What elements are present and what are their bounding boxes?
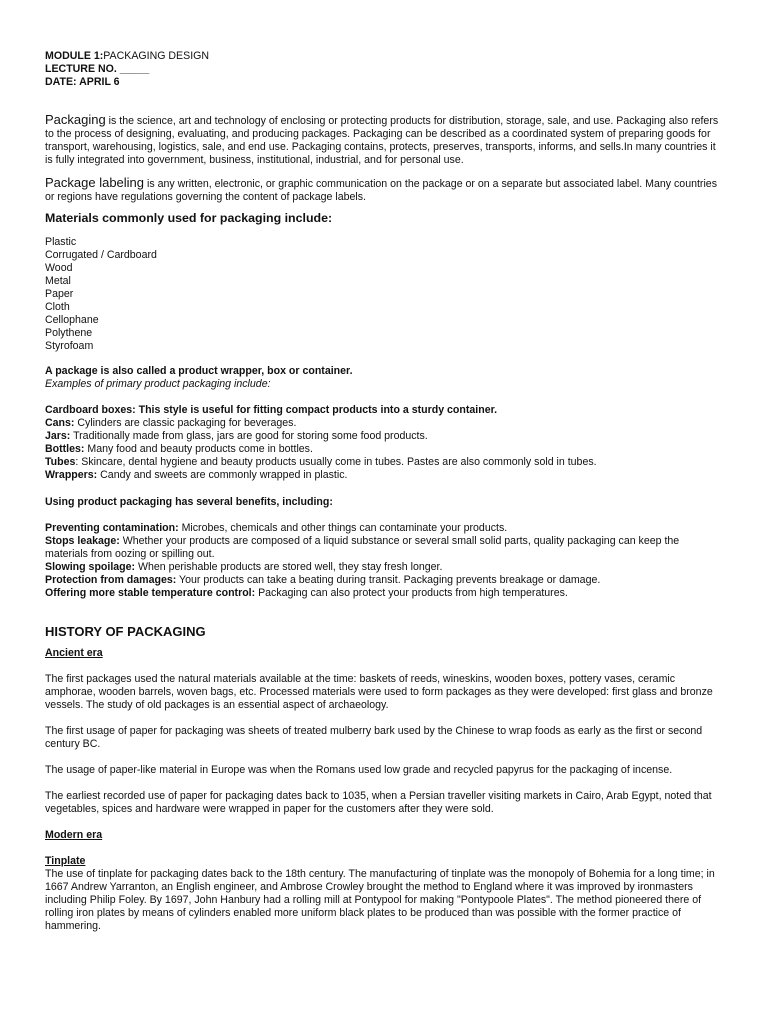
ancient-paragraph: The first usage of paper for packaging was sheets of treated mulberry bark used by the Chinese to wrap foods as early as the first or second century BC. (45, 725, 703, 750)
list-item: Tubes: Skincare, dental hygiene and beauty products usually come in tubes. Pastes are also commonly sold in tubes. (45, 456, 597, 468)
materials-heading: Materials commonly used for packaging include: (45, 211, 333, 225)
lecture-line: LECTURE NO. _____ (45, 63, 150, 75)
list-item: Slowing spoilage: When perishable products are stored well, they stay fresh longer. (45, 561, 443, 573)
primary-subheading: Examples of primary product packaging include: (45, 378, 271, 390)
list-item: Wrappers: Candy and sweets are commonly wrapped in plastic. (45, 469, 348, 481)
list-item: Protection from damages: Your products can take a beating during transit. Packaging prevents breakage or damage. (45, 574, 601, 586)
labeling-definition: Package labeling is any written, electronic, or graphic communication on the package or on a separate but associated label. Many countries or regions have regulations governing the content of package labels. (45, 175, 717, 203)
list-item: Bottles: Many food and beauty products come in bottles. (45, 443, 313, 455)
ancient-era-heading: Ancient era (45, 647, 103, 659)
list-item: Polythene (45, 327, 93, 339)
list-item: Wood (45, 262, 73, 274)
list-item: Preventing contamination: Microbes, chemicals and other things can contaminate your products. (45, 522, 508, 534)
history-heading: HISTORY OF PACKAGING (45, 624, 206, 639)
module-line: MODULE 1:PACKAGING DESIGN (45, 50, 210, 62)
list-item: Stops leakage: Whether your products are composed of a liquid substance or several small solid parts, quality packaging can keep the materials from oozing or spilling out. (45, 535, 680, 560)
list-item: Cloth (45, 301, 70, 313)
benefits-list (45, 522, 725, 600)
list-item: Cardboard boxes: This style is useful for fitting compact products into a sturdy container. (45, 404, 498, 416)
labeling-term: Package labeling (45, 175, 145, 190)
primary-list (45, 404, 725, 482)
ancient-paragraph: The earliest recorded use of paper for packaging dates back to 1035, when a Persian traveller visiting markets in Cairo, Arab Egypt, noted that vegetables, spices and hardware were wrapped in paper for the customers after they were sold. (45, 790, 712, 815)
primary-heading: A package is also called a product wrapper, box or container. (45, 365, 353, 377)
document-body (45, 50, 725, 933)
tinplate-heading: Tinplate (45, 855, 86, 867)
modern-era-heading: Modern era (45, 829, 103, 841)
packaging-term: Packaging (45, 112, 106, 127)
benefits-heading: Using product packaging has several benefits, including: (45, 496, 333, 508)
list-item: Cans: Cylinders are classic packaging for beverages. (45, 417, 297, 429)
materials-list (45, 236, 725, 353)
list-item: Styrofoam (45, 340, 94, 352)
list-item: Paper (45, 288, 74, 300)
tinplate-paragraph: The use of tinplate for packaging dates back to the 18th century. The manufacturing of tinplate was the monopoly of Bohemia for a long time; in 1667 Andrew Yarranton, an English engineer, and Ambrose Crowley brought the method to England where it was improved by ironmasters including Philip Foley. By 1697, John Hanbury had a rolling mill at Pontypool for making "Pontypoole Plates". The method pioneered there of rolling iron plates by means of cylinders enabled more uniform black plates to be produced than was possible with the former practice of hammering. (45, 868, 715, 932)
ancient-paragraph: The first packages used the natural materials available at the time: baskets of reeds, wineskins, wooden boxes, pottery vases, ceramic amphorae, wooden barrels, woven bags, etc. Processed materials were used to form packages as they were developed: first glass and bronze vessels. The study of old packages is an essential aspect of archaeology. (45, 673, 713, 711)
list-item: Jars: Traditionally made from glass, jars are good for storing some food products. (45, 430, 428, 442)
list-item: Corrugated / Cardboard (45, 249, 157, 261)
list-item: Cellophane (45, 314, 99, 326)
document-header (45, 50, 725, 89)
list-item: Offering more stable temperature control: Packaging can also protect your products from high temperatures. (45, 587, 568, 599)
primary-packaging-section (45, 365, 725, 391)
list-item: Metal (45, 275, 71, 287)
ancient-paragraph: The usage of paper-like material in Europe was when the Romans used low grade and recycled papyrus for the packaging of incense. (45, 764, 673, 776)
packaging-definition: Packaging is the science, art and technology of enclosing or protecting products for distribution, storage, sale, and use. Packaging also refers to the process of designing, evaluating, and producing packages. Packaging can be described as a coordinated system of preparing goods for transport, warehousing, logistics, sale, and end use. Packaging contains, protects, preserves, transports, informs, and sells.In many countries it is fully integrated into government, business, institutional, industrial, and for personal use. (45, 112, 719, 166)
date-line: DATE: APRIL 6 (45, 76, 120, 88)
list-item: Plastic (45, 236, 77, 248)
